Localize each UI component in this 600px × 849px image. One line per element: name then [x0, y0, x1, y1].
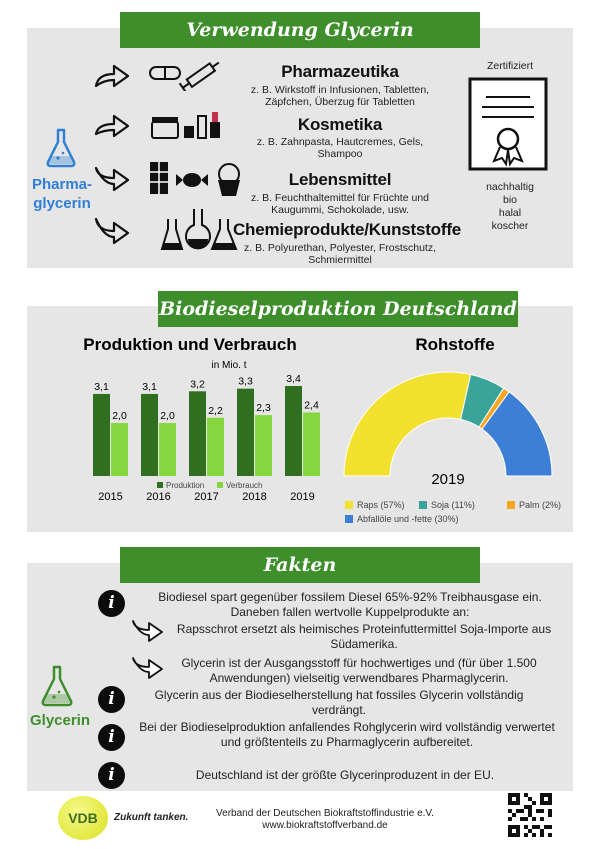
fact-item: Deutschland ist der größte Glycerinproduzent in der EU.: [195, 768, 495, 782]
legend-label: Produktion: [166, 481, 205, 490]
certified-item: halal: [498, 207, 522, 219]
legend-label: Palm (2%): [519, 500, 562, 510]
pie-center-label: 2019: [431, 471, 465, 488]
footer-website-link[interactable]: www.biokraftstoffverband.de: [262, 820, 388, 831]
legend-swatch: [157, 482, 163, 488]
certificate-icon: [468, 77, 548, 171]
arrow-right-icon: [92, 110, 132, 140]
flask-icon: [45, 128, 77, 168]
use-desc-chemie: z. B. Polyurethan, Polyester, Frostschutz, Schmiermittel: [244, 242, 436, 266]
qr-code-icon: [508, 793, 552, 837]
section-title-glycerin-use: Verwendung Glycerin: [120, 12, 480, 48]
info-icon: i: [98, 686, 125, 713]
bar-data-label: 2,0: [112, 410, 127, 423]
chart-bar-verbrauch: [207, 418, 224, 476]
flask-icon: [40, 665, 74, 707]
certified-item: nachhaltig: [486, 181, 534, 193]
chart-bar-verbrauch: [255, 415, 272, 476]
chart-bar-verbrauch: [159, 423, 176, 476]
footer-org: Verband der Deutschen Biokraftstoffindustrie e.V.: [216, 808, 434, 819]
x-tick-label: 2017: [194, 491, 219, 503]
legend-swatch: [419, 501, 427, 509]
glycerin-label: Glycerin: [29, 712, 91, 729]
bar-data-label: 3,1: [142, 380, 157, 393]
bar-data-label: 3,4: [286, 373, 301, 385]
fact-item: Glycerin aus der Biodieselherstellung hat fossiles Glycerin vollständig verdrängt.: [154, 688, 524, 717]
footer-tagline: Zukunft tanken.: [114, 812, 189, 823]
chart-bar-produktion: [141, 394, 158, 476]
use-title-lebensmittel: Lebensmittel: [288, 170, 392, 189]
x-tick-label: 2016: [146, 491, 171, 503]
use-title-pharmazeutika: Pharmazeutika: [281, 62, 399, 81]
bar-data-label: 2,2: [208, 404, 223, 417]
chart-bar-produktion: [237, 389, 254, 476]
pie-slice-raps: [344, 372, 471, 476]
legend-label: Soja (11%): [431, 500, 475, 510]
bar-data-label: 2,4: [304, 399, 319, 412]
fact-item: Bei der Biodieselproduktion anfallendes Rohglycerin wird vollständig verwertet und größtenteils zu Pharmaglycerin aufbereitet.: [139, 720, 555, 749]
bar-data-label: 3,2: [190, 378, 205, 391]
legend-swatch: [217, 482, 223, 488]
fact-item: Biodiesel spart gegenüber fossilem Diesel 65%-92% Treibhausgase ein. Daneben fallen wertvolle Kuppelprodukte an:: [158, 590, 542, 619]
x-tick-label: 2019: [290, 491, 315, 503]
biodiesel-charts: [27, 306, 573, 532]
section-title-biodiesel: Biodieselproduktion Deutschland: [158, 291, 518, 327]
arrow-down-right-icon: [92, 162, 132, 192]
info-icon: i: [98, 762, 125, 789]
use-title-kosmetika: Kosmetika: [297, 115, 383, 134]
x-tick-label: 2018: [242, 491, 267, 503]
bar-data-label: 2,0: [160, 410, 175, 423]
legend-swatch: [507, 501, 515, 509]
legend-label: Abfallöle und -fette (30%): [357, 514, 459, 524]
vdb-logo: VDB: [58, 796, 108, 840]
bar-data-label: 3,3: [238, 375, 253, 388]
info-icon: i: [98, 590, 125, 617]
legend-label: Raps (57%): [357, 500, 405, 510]
chart-bar-produktion: [285, 386, 302, 476]
bar-data-label: 2,3: [256, 402, 271, 415]
pharmaglycerin-label: Pharma- glycerin: [31, 176, 93, 212]
arrow-down-right-icon: [92, 215, 132, 245]
use-desc-kosmetika: z. B. Zahnpasta, Hautcremes, Gels, Shampoo: [256, 136, 424, 160]
fact-item: Rapsschrot ersetzt als heimisches Proteinfuttermittel Soja-Importe aus Südamerika.: [176, 622, 552, 651]
chart-bar-produktion: [93, 394, 110, 476]
use-desc-lebensmittel: z. B. Feuchthaltemittel für Früchte und Kaugummi, Schokolade, usw.: [251, 192, 429, 216]
arrow-up-right-icon: [92, 60, 132, 90]
arrow-right-icon: [130, 618, 166, 644]
chart-title: Produktion und Verbrauch: [83, 335, 297, 354]
chart-subtitle: in Mio. t: [211, 360, 247, 371]
x-tick-label: 2015: [98, 491, 123, 503]
legend-swatch: [345, 515, 353, 523]
section-title-facts: Fakten: [120, 547, 480, 583]
use-desc-pharmazeutika: z. B. Wirkstoff in Infusionen, Tabletten, Zäpfchen, Überzug für Tabletten: [250, 84, 430, 108]
chart-title: Rohstoffe: [415, 335, 495, 354]
chart-bar-produktion: [189, 391, 206, 476]
legend-swatch: [345, 501, 353, 509]
cosmetics-icon: [150, 108, 230, 142]
pill-syringe-icon: [148, 55, 224, 91]
bar-data-label: 3,1: [94, 380, 109, 393]
chart-bar-verbrauch: [303, 412, 320, 476]
certified-item: koscher: [491, 220, 529, 232]
chart-bar-verbrauch: [111, 423, 128, 476]
certified-heading: Zertifiziert: [486, 60, 534, 72]
use-title-chemie: Chemieprodukte/Kunststoffe: [232, 220, 462, 239]
certified-item: bio: [502, 194, 517, 206]
info-icon: i: [98, 724, 125, 751]
fact-item: Glycerin ist der Ausgangsstoff für hochwertiges und (für über 1.500 Anwendungen) vielseitig verwendbares Pharmaglycerin.: [181, 656, 537, 685]
legend-label: Verbrauch: [226, 481, 263, 490]
